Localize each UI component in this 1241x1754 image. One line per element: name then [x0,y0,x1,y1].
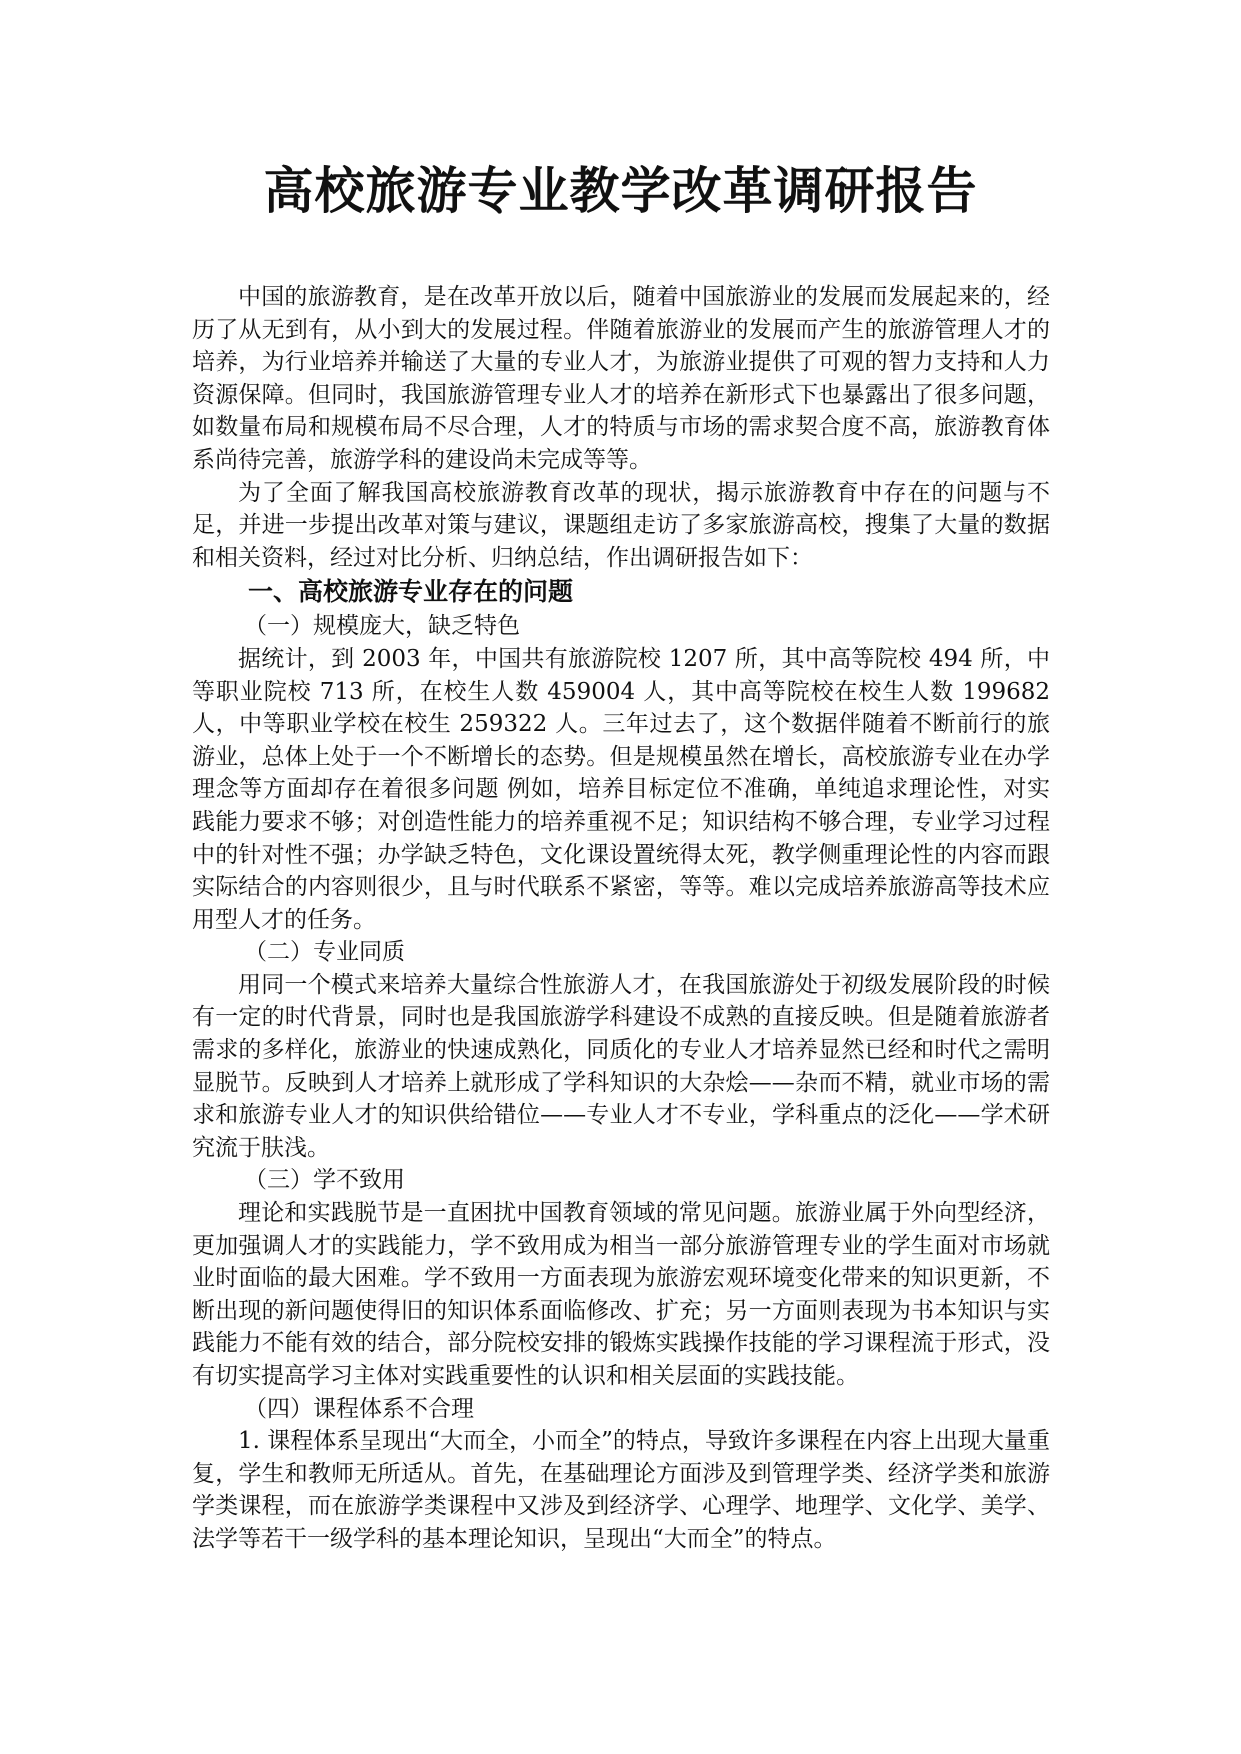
subsection-text-scale: 据统计，到 2003 年，中国共有旅游院校 1207 所，其中高等院校 494 所，中等职业院校 713 所，在校生人数 459004 人，其中高等院校在校生人数 199682 人，中等职业学校在校生 259322 人。三年过去了，这个数据伴随着不断前行的旅游业，总体上处于一个不断增长的态势。但是规模虽然在增长，高校旅游专业在办学理念等方面却存在着很多问题 例如，培养目标定位不准确，单纯追求理论性，对实践能力要求不够；对创造性能力的培养重视不足；知识结构不够合理，专业学习过程中的针对性不强；办学缺乏特色，文化课设置统得太死，教学侧重理论性的内容而跟实际结合的内容则很少，且与时代联系不紧密，等等。难以完成培养旅游高等技术应用型人才的任务。 [192,645,1050,933]
document-body [192,281,1050,1556]
subsection-heading-curriculum: （四）课程体系不合理 [244,1395,474,1422]
subsection-text-homogeneity: 用同一个模式来培养大量综合性旅游人才，在我国旅游处于初级发展阶段的时候有一定的时代背景，同时也是我国旅游学科建设不成熟的直接反映。但是随着旅游者需求的多样化，旅游业的快速成熟化，同质化的专业人才培养显然已经和时代之需明显脱节。反映到人才培养上就形成了学科知识的大杂烩——杂而不精，就业市场的需求和旅游专业人才的知识供给错位——专业人才不专业，学科重点的泛化——学术研究流于肤浅。 [192,971,1050,1161]
subsection-text-application: 理论和实践脱节是一直困扰中国教育领域的常见问题。旅游业属于外向型经济，更加强调人才的实践能力，学不致用成为相当一部分旅游管理专业的学生面对市场就业时面临的最大困难。学不致用一方面表现为旅游宏观环境变化带来的知识更新，不断出现的新问题使得旧的知识体系面临修改、扩充；另一方面则表现为书本知识与实践能力不能有效的结合，部分院校安排的锻炼实践操作技能的学习课程流于形式，没有切实提高学习主体对实践重要性的认识和相关层面的实践技能。 [192,1200,1050,1389]
document-title: 高校旅游专业教学改革调研报告 [263,162,978,220]
subsection-heading-scale: （一）规模庞大，缺乏特色 [244,613,520,640]
intro-paragraph-2: 为了全面了解我国高校旅游教育改革的现状，揭示旅游教育中存在的问题与不足，并进一步提出改革对策与建议，课题组走访了多家旅游高校，搜集了大量的数据和相关资料，经过对比分析、归纳总结，作出调研报告如下： [192,479,1050,571]
section-heading-problems: 一、高校旅游专业存在的问题 [248,577,574,607]
subsection-text-curriculum: 1. 课程体系呈现出“大而全，小而全”的特点，导致许多课程在内容上出现大量重复，学生和教师无所适从。首先，在基础理论方面涉及到管理学类、经济学类和旅游学类课程，而在旅游学类课程中又涉及到经济学、心理学、地理学、文化学、美学、法学等若干一级学科的基本理论知识，呈现出“大而全”的特点。 [192,1428,1050,1552]
subsection-heading-homogeneity: （二）专业同质 [244,939,405,966]
intro-paragraph-1: 中国的旅游教育，是在改革开放以后，随着中国旅游业的发展而发展起来的，经历了从无到有，从小到大的发展过程。伴随着旅游业的发展而产生的旅游管理人才的培养，为行业培养并输送了大量的专业人才，为旅游业提供了可观的智力支持和人力资源保障。但同时，我国旅游管理专业人才的培养在新形式下也暴露出了很多问题，如数量布局和规模布局不尽合理，人才的特质与市场的需求契合度不高，旅游教育体系尚待完善，旅游学科的建设尚未完成等等。 [192,284,1050,473]
subsection-heading-application: （三）学不致用 [244,1167,405,1194]
